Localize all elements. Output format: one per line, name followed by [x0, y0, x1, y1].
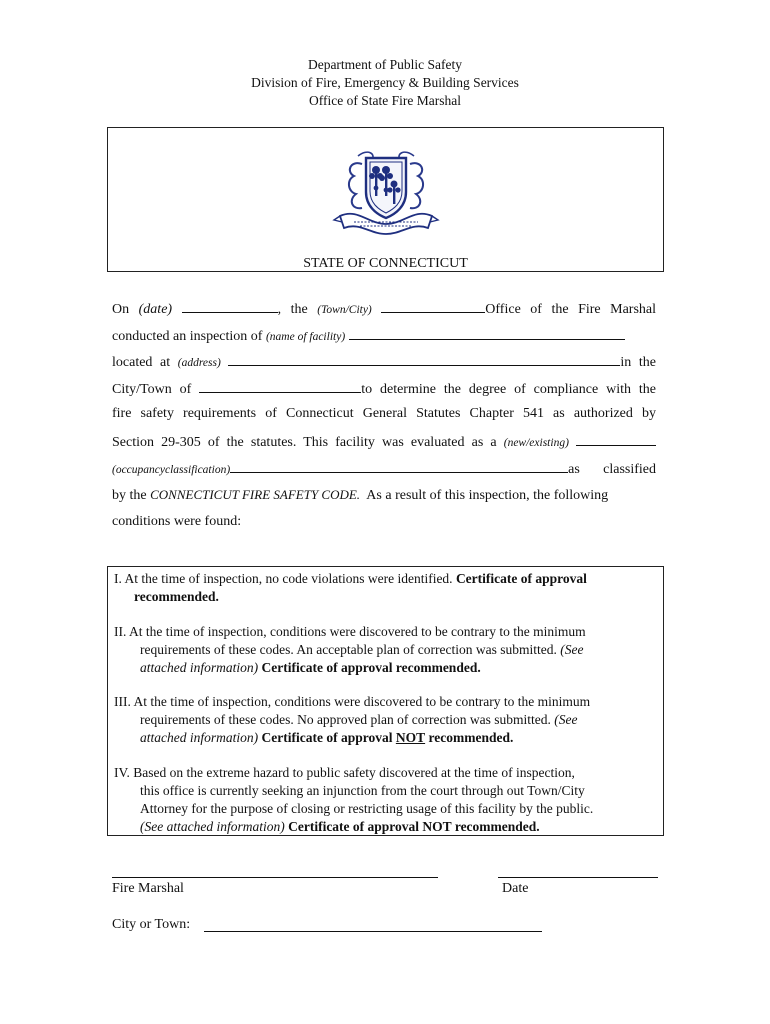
condition-1-bold: Certificate of approval [455, 571, 587, 586]
occupancy-label: (occupancyclassification) [112, 464, 231, 476]
facility-blank[interactable] [349, 327, 625, 340]
condition-1-text: At the time of inspection, no code violations were identified. [124, 571, 453, 586]
condition-2-bold: Certificate of approval recommended. [261, 660, 481, 675]
condition-4 [114, 764, 659, 836]
condition-3-not: NOT [395, 730, 426, 745]
in-the-text: in the [620, 355, 657, 370]
line-city [112, 380, 656, 400]
result-text: As a result of this inspection, the following [366, 488, 609, 503]
code-name: CONNECTICUT FIRE SAFETY CODE. [150, 487, 361, 502]
condition-2-line2: requirements of these codes. An acceptable plan of correction was submitted. [140, 642, 557, 657]
new-existing-label: (new/existing) [503, 437, 569, 449]
office-text: Office of the Fire Marshal [485, 302, 657, 317]
condition-3-see: (See [554, 712, 578, 727]
condition-4-line1: Based on the extreme hazard to public safety discovered at the time of inspection, [133, 765, 575, 780]
facility-label: (name of facility) [265, 331, 346, 343]
fire-marshal-signature-line[interactable] [112, 877, 438, 878]
city-or-town-label: City or Town: [112, 917, 191, 932]
date-signature-line[interactable] [498, 877, 658, 878]
condition-4-line2: this office is currently seeking an injunction from the court through out Town/City [140, 783, 585, 798]
the-text: , the [277, 302, 308, 317]
condition-3-line2: requirements of these codes. No approved plan of correction was submitted. [140, 712, 551, 727]
condition-4-bold: Certificate of approval NOT recommended. [288, 819, 540, 834]
line-occupancy [112, 460, 656, 480]
line-facility [112, 327, 656, 347]
to-determine-text: to determine the degree of compliance with the [361, 382, 657, 397]
city-or-town-line[interactable] [204, 931, 542, 932]
address-label: (address) [177, 357, 221, 369]
date-label-signature: Date [502, 881, 529, 896]
city-town-blank[interactable] [199, 380, 361, 393]
condition-3-number: III. [114, 694, 131, 709]
document-header [0, 56, 770, 110]
fire-marshal-label: Fire Marshal [112, 881, 184, 896]
as-classified-text: as classified [568, 462, 656, 477]
occupancy-blank[interactable] [230, 460, 568, 473]
town-city-label: (Town/City) [317, 304, 372, 316]
conducted-text: conducted an inspection of [112, 329, 263, 344]
new-existing-blank[interactable] [576, 433, 656, 446]
condition-3-line1: At the time of inspection, conditions were discovered to be contrary to the minimum [133, 694, 591, 709]
seal-box [107, 127, 664, 272]
department-name: Department of Public Safety [307, 57, 463, 72]
on-text: On [112, 302, 130, 317]
condition-3-recommended: recommended. [428, 730, 514, 745]
town-city-blank[interactable] [381, 300, 485, 313]
condition-2 [114, 623, 659, 677]
line-address [112, 353, 656, 373]
line-section [112, 433, 656, 453]
line-fire-safety [112, 406, 656, 426]
located-at-text: located at [112, 355, 171, 370]
date-label: (date) [138, 302, 173, 317]
condition-2-attached: attached information) [140, 660, 259, 675]
condition-3 [114, 693, 659, 747]
date-blank[interactable] [182, 300, 278, 313]
condition-1 [114, 570, 659, 606]
condition-4-number: IV. [114, 765, 130, 780]
address-blank[interactable] [228, 353, 620, 366]
city-town-text: City/Town of [112, 382, 192, 397]
connecticut-state-seal-icon [332, 146, 440, 238]
condition-4-line3: Attorney for the purpose of closing or restricting usage of this facility by the public. [140, 801, 594, 816]
line-conditions [112, 514, 656, 534]
office-name: Office of State Fire Marshal [309, 93, 461, 108]
section-text: Section 29-305 of the statutes. This facility was evaluated as a [112, 435, 497, 450]
condition-1-number: I. [114, 571, 122, 586]
line-date [112, 300, 656, 320]
condition-2-see: (See [560, 642, 584, 657]
condition-1-recommended: recommended. [134, 589, 219, 604]
condition-2-number: II. [114, 624, 127, 639]
condition-4-attached: (See attached information) [140, 819, 285, 834]
line-code [112, 487, 656, 507]
fire-safety-text: fire safety requirements of Connecticut General Statutes Chapter 541 as authorized by [112, 406, 656, 421]
condition-3-bold: Certificate of approval [261, 730, 393, 745]
condition-2-line1: At the time of inspection, conditions were discovered to be contrary to the minimum [129, 624, 586, 639]
state-title: STATE OF CONNECTICUT [303, 256, 468, 271]
division-name: Division of Fire, Emergency & Building Services [251, 75, 519, 90]
by-the-text: by the [112, 488, 147, 503]
conditions-found-text: conditions were found: [112, 514, 242, 529]
condition-3-attached: attached information) [140, 730, 259, 745]
conditions-box [107, 566, 664, 836]
